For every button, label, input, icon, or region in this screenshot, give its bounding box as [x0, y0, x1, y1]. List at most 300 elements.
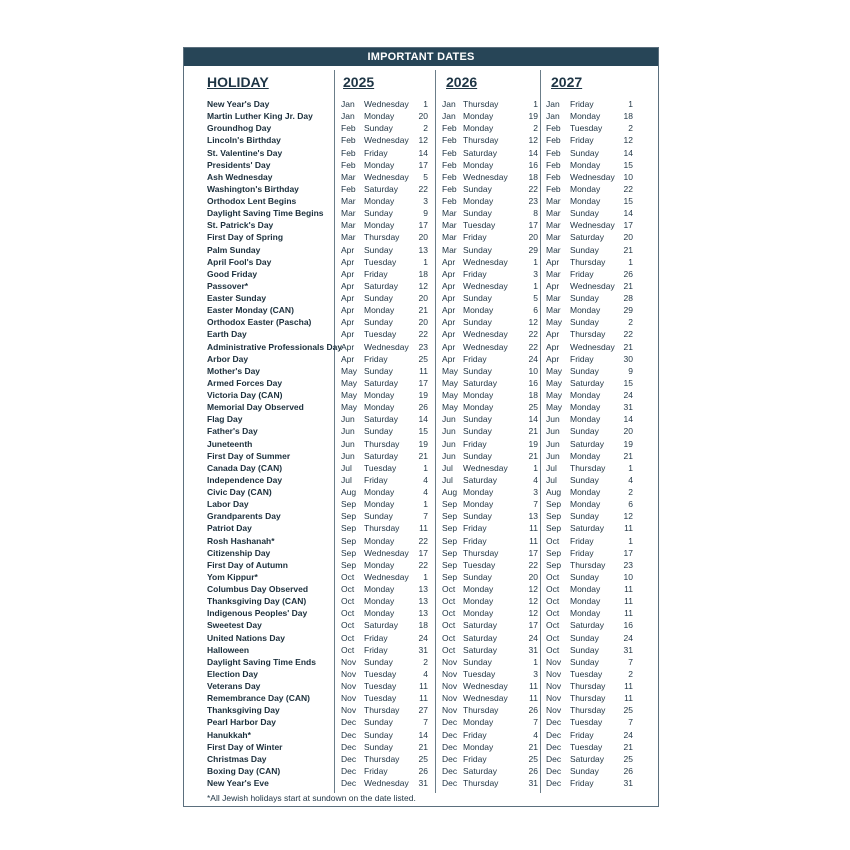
month-2026: Jul: [442, 462, 453, 473]
date-2026: 31: [528, 778, 538, 788]
table-row: [184, 353, 658, 365]
weekday-2027: Tuesday: [570, 717, 603, 728]
year-2027-header: 2027: [551, 74, 583, 90]
date-2027: 15: [623, 377, 633, 388]
weekday-2026: Friday: [463, 753, 487, 764]
month-2027: Apr: [546, 280, 560, 291]
weekday-2025: Friday: [364, 644, 388, 655]
weekday-2026: Wednesday: [463, 280, 508, 291]
date-2027: 2: [628, 123, 633, 134]
weekday-2026: Monday: [463, 608, 494, 619]
date-2027: 26: [623, 268, 633, 279]
month-2026: Mar: [442, 208, 457, 219]
month-2026: Feb: [442, 135, 457, 146]
weekday-2027: Sunday: [570, 632, 599, 643]
month-2027: Mar: [546, 220, 561, 231]
date-2026: 12: [528, 596, 538, 607]
weekday-2026: Friday: [463, 268, 487, 279]
month-2027: May: [546, 390, 563, 400]
table-row: [184, 134, 658, 146]
month-2027: Sep: [546, 547, 562, 558]
date-2025: 22: [418, 329, 428, 340]
date-2025: 12: [418, 135, 428, 146]
month-2025: Mar: [341, 196, 356, 206]
month-2027: Mar: [546, 244, 561, 255]
weekday-2026: Thursday: [463, 99, 499, 109]
table-row: [184, 498, 658, 510]
month-2025: Dec: [341, 741, 357, 752]
month-2026: Oct: [442, 596, 456, 607]
holiday-name: Palm Sunday: [207, 244, 261, 255]
month-2026: Apr: [442, 317, 456, 328]
weekday-2025: Sunday: [364, 426, 393, 437]
date-2026: 20: [528, 571, 538, 582]
weekday-2027: Wednesday: [570, 341, 615, 352]
weekday-2025: Saturday: [364, 280, 399, 291]
date-2027: 10: [623, 171, 633, 182]
month-2025: Apr: [341, 244, 355, 255]
weekday-2027: Sunday: [570, 765, 599, 776]
weekday-2026: Thursday: [463, 705, 499, 716]
month-2025: Nov: [341, 705, 357, 716]
table-row: [184, 256, 658, 268]
holiday-name: Hanukkah*: [207, 729, 251, 740]
date-2026: 17: [528, 547, 538, 558]
weekday-2025: Tuesday: [364, 462, 397, 473]
holiday-name: Orthodox Lent Begins: [207, 196, 297, 206]
month-2027: Sep: [546, 511, 562, 522]
date-2027: 21: [623, 450, 633, 461]
holiday-name: New Year's Eve: [207, 778, 269, 788]
date-2026: 18: [528, 390, 538, 400]
month-2025: Jun: [341, 450, 355, 461]
weekday-2027: Sunday: [570, 474, 599, 485]
weekday-2025: Thursday: [364, 705, 400, 716]
month-2027: Oct: [546, 620, 560, 631]
date-2025: 13: [418, 608, 428, 619]
weekday-2025: Thursday: [364, 438, 400, 449]
month-2027: Sep: [546, 559, 562, 570]
month-2025: Feb: [341, 183, 356, 194]
holiday-name: Yom Kippur*: [207, 571, 258, 582]
weekday-2026: Monday: [463, 402, 494, 413]
weekday-2027: Thursday: [570, 462, 606, 473]
month-2025: May: [341, 390, 358, 400]
date-2027: 21: [623, 741, 633, 752]
holiday-name: Daylight Saving Time Begins: [207, 208, 324, 219]
month-2027: Feb: [546, 159, 561, 170]
date-2025: 22: [418, 183, 428, 194]
month-2026: Sep: [442, 499, 458, 510]
month-2027: Nov: [546, 681, 562, 691]
month-2027: Apr: [546, 341, 560, 352]
weekday-2025: Friday: [364, 632, 388, 643]
month-2027: Apr: [546, 329, 560, 340]
date-2027: 11: [624, 523, 633, 534]
holiday-name: Veterans Day: [207, 681, 261, 691]
date-2026: 22: [528, 341, 538, 352]
weekday-2026: Monday: [463, 159, 494, 170]
table-row: [184, 413, 658, 425]
date-2027: 21: [623, 244, 633, 255]
month-2027: Mar: [546, 305, 561, 316]
holiday-name: Earth Day: [207, 329, 247, 340]
month-2027: Mar: [546, 208, 561, 219]
date-2025: 1: [423, 499, 428, 510]
table-row: [184, 704, 658, 716]
date-2025: 11: [419, 523, 428, 534]
date-2025: 22: [418, 559, 428, 570]
weekday-2026: Sunday: [463, 317, 492, 328]
month-2027: Apr: [546, 353, 560, 364]
date-2025: 4: [423, 668, 428, 679]
date-2026: 7: [533, 499, 538, 510]
weekday-2025: Saturday: [364, 183, 399, 194]
table-row: [184, 231, 658, 243]
weekday-2027: Sunday: [570, 293, 599, 303]
date-2026: 7: [533, 717, 538, 728]
date-2025: 9: [423, 208, 428, 219]
date-2026: 11: [529, 681, 538, 691]
month-2025: Oct: [341, 644, 355, 655]
date-2026: 19: [528, 111, 538, 122]
holiday-name: Easter Sunday: [207, 293, 267, 303]
date-2025: 17: [418, 377, 428, 388]
weekday-2025: Friday: [364, 353, 388, 364]
weekday-2027: Sunday: [570, 208, 599, 219]
month-2026: Feb: [442, 147, 457, 158]
month-2026: Dec: [442, 765, 458, 776]
weekday-2025: Tuesday: [364, 668, 397, 679]
date-2025: 14: [418, 147, 428, 158]
month-2027: Jul: [546, 462, 557, 473]
holiday-name: Juneteenth: [207, 438, 253, 449]
table-row: [184, 389, 658, 401]
table-row: [184, 292, 658, 304]
month-2027: Mar: [546, 293, 561, 303]
weekday-2026: Monday: [463, 499, 494, 510]
weekday-2025: Tuesday: [364, 256, 397, 267]
weekday-2027: Saturday: [570, 753, 605, 764]
date-2026: 2: [533, 123, 538, 134]
date-2026: 25: [528, 402, 538, 413]
weekday-2025: Sunday: [364, 293, 393, 303]
month-2026: Apr: [442, 280, 456, 291]
date-2027: 12: [623, 511, 633, 522]
weekday-2026: Sunday: [463, 656, 492, 667]
month-2026: Oct: [442, 632, 456, 643]
weekday-2026: Monday: [463, 717, 494, 728]
date-2025: 17: [418, 220, 428, 231]
weekday-2027: Wednesday: [570, 171, 615, 182]
weekday-2025: Sunday: [364, 511, 393, 522]
month-2027: Jan: [546, 111, 560, 122]
weekday-2027: Thursday: [570, 559, 606, 570]
month-2026: Nov: [442, 668, 458, 679]
month-2025: Nov: [341, 656, 357, 667]
month-2025: Dec: [341, 765, 357, 776]
weekday-2027: Saturday: [570, 438, 605, 449]
weekday-2026: Friday: [463, 729, 487, 740]
month-2025: Oct: [341, 620, 355, 631]
month-2025: Jun: [341, 438, 355, 449]
month-2026: Nov: [442, 693, 458, 704]
table-row: [184, 486, 658, 498]
table-row: [184, 619, 658, 631]
date-2027: 31: [623, 402, 633, 413]
table-row: [184, 644, 658, 656]
month-2027: Dec: [546, 753, 562, 764]
month-2026: May: [442, 390, 459, 400]
weekday-2027: Friday: [570, 535, 594, 546]
date-2027: 31: [623, 778, 633, 788]
weekday-2026: Saturday: [463, 632, 498, 643]
table-row: [184, 244, 658, 256]
table-row: [184, 583, 658, 595]
date-2027: 11: [624, 681, 633, 691]
date-2025: 20: [418, 293, 428, 303]
date-2025: 13: [418, 584, 428, 594]
month-2025: May: [341, 365, 358, 376]
date-2026: 8: [533, 208, 538, 219]
title-bar: IMPORTANT DATES: [184, 48, 658, 66]
weekday-2026: Wednesday: [463, 462, 508, 473]
month-2025: Dec: [341, 717, 357, 728]
weekday-2027: Monday: [570, 584, 601, 594]
month-2026: Nov: [442, 681, 458, 691]
month-2027: Mar: [546, 196, 561, 206]
month-2025: Apr: [341, 280, 355, 291]
date-2027: 20: [623, 232, 633, 243]
holiday-name: First Day of Spring: [207, 232, 284, 243]
date-2025: 20: [418, 317, 428, 328]
month-2025: Sep: [341, 559, 357, 570]
weekday-2026: Monday: [463, 196, 494, 206]
table-row: [184, 401, 658, 413]
weekday-2026: Friday: [463, 353, 487, 364]
month-2027: Apr: [546, 256, 560, 267]
table-row: [184, 607, 658, 619]
month-2027: Nov: [546, 705, 562, 716]
weekday-2026: Wednesday: [463, 171, 508, 182]
month-2026: Apr: [442, 305, 456, 316]
table-row: [184, 632, 658, 644]
month-2026: Oct: [442, 644, 456, 655]
holiday-name: First Day of Winter: [207, 741, 283, 752]
month-2025: Feb: [341, 159, 356, 170]
date-2026: 24: [528, 353, 538, 364]
weekday-2025: Monday: [364, 196, 395, 206]
table-row: [184, 462, 658, 474]
weekday-2025: Sunday: [364, 741, 393, 752]
table-row: [184, 595, 658, 607]
month-2026: Feb: [442, 183, 457, 194]
date-2025: 14: [418, 414, 428, 425]
date-2026: 14: [528, 147, 538, 158]
month-2026: Jan: [442, 99, 456, 109]
date-2026: 6: [533, 305, 538, 316]
weekday-2025: Monday: [364, 220, 395, 231]
weekday-2027: Monday: [570, 596, 601, 607]
date-2027: 22: [623, 329, 633, 340]
table-row: [184, 777, 658, 789]
holiday-name: Citizenship Day: [207, 547, 271, 558]
date-2027: 20: [623, 426, 633, 437]
date-2027: 9: [628, 365, 633, 376]
month-2025: Jan: [341, 99, 355, 109]
month-2026: Dec: [442, 729, 458, 740]
month-2027: Feb: [546, 183, 561, 194]
holiday-name: Halloween: [207, 644, 250, 655]
weekday-2025: Friday: [364, 147, 388, 158]
holiday-name: Father's Day: [207, 426, 258, 437]
date-2027: 31: [623, 644, 633, 655]
weekday-2025: Tuesday: [364, 693, 397, 704]
date-2025: 25: [418, 353, 428, 364]
weekday-2026: Sunday: [463, 414, 492, 425]
date-2025: 20: [418, 232, 428, 243]
month-2026: Jan: [442, 111, 456, 122]
date-2026: 22: [528, 329, 538, 340]
holiday-name: Pearl Harbor Day: [207, 717, 276, 728]
table-row: [184, 110, 658, 122]
weekday-2026: Thursday: [463, 778, 499, 788]
table-row: [184, 195, 658, 207]
date-2026: 14: [528, 414, 538, 425]
month-2025: Mar: [341, 220, 356, 231]
month-2026: Dec: [442, 753, 458, 764]
weekday-2025: Wednesday: [364, 778, 409, 788]
month-2027: May: [546, 377, 563, 388]
weekday-2027: Sunday: [570, 426, 599, 437]
month-2027: Dec: [546, 717, 562, 728]
date-2025: 24: [418, 632, 428, 643]
month-2027: Feb: [546, 147, 561, 158]
weekday-2027: Sunday: [570, 644, 599, 655]
weekday-2025: Wednesday: [364, 341, 409, 352]
month-2027: Sep: [546, 499, 562, 510]
date-2027: 19: [623, 438, 633, 449]
date-2025: 22: [418, 535, 428, 546]
weekday-2027: Thursday: [570, 681, 606, 691]
month-2027: Jul: [546, 474, 557, 485]
date-2025: 14: [418, 729, 428, 740]
date-2026: 13: [528, 511, 538, 522]
weekday-2025: Friday: [364, 268, 388, 279]
date-2027: 10: [623, 571, 633, 582]
date-2027: 2: [628, 317, 633, 328]
table-row: [184, 316, 658, 328]
weekday-2027: Monday: [570, 183, 601, 194]
weekday-2027: Friday: [570, 268, 594, 279]
month-2025: Jan: [341, 111, 355, 122]
table-row: [184, 219, 658, 231]
month-2026: Sep: [442, 559, 458, 570]
date-2025: 1: [423, 462, 428, 473]
month-2025: Nov: [341, 668, 357, 679]
weekday-2027: Friday: [570, 353, 594, 364]
date-2026: 4: [533, 474, 538, 485]
table-row: [184, 522, 658, 534]
weekday-2027: Friday: [570, 99, 594, 109]
weekday-2025: Monday: [364, 584, 395, 594]
month-2027: Nov: [546, 668, 562, 679]
weekday-2025: Monday: [364, 596, 395, 607]
date-2025: 11: [419, 365, 428, 376]
date-2027: 15: [623, 196, 633, 206]
table-row: [184, 535, 658, 547]
date-2025: 21: [418, 305, 428, 316]
date-2025: 3: [423, 196, 428, 206]
date-2027: 25: [623, 753, 633, 764]
month-2027: Oct: [546, 644, 560, 655]
date-2027: 1: [628, 535, 633, 546]
month-2025: Apr: [341, 268, 355, 279]
weekday-2027: Monday: [570, 487, 601, 497]
date-2025: 7: [423, 511, 428, 522]
date-2025: 2: [423, 656, 428, 667]
month-2027: Dec: [546, 741, 562, 752]
date-2026: 23: [528, 196, 538, 206]
month-2026: May: [442, 402, 459, 413]
month-2026: May: [442, 377, 459, 388]
date-2027: 14: [623, 208, 633, 219]
month-2026: May: [442, 365, 459, 376]
month-2027: Jun: [546, 450, 560, 461]
month-2025: Sep: [341, 547, 357, 558]
weekday-2025: Tuesday: [364, 681, 397, 691]
weekday-2025: Saturday: [364, 377, 399, 388]
month-2026: Apr: [442, 329, 456, 340]
weekday-2026: Monday: [463, 390, 494, 400]
date-2026: 19: [528, 438, 538, 449]
month-2025: Oct: [341, 571, 355, 582]
table-row: [184, 753, 658, 765]
date-2025: 1: [423, 256, 428, 267]
weekday-2026: Sunday: [463, 183, 492, 194]
weekday-2025: Tuesday: [364, 329, 397, 340]
holiday-name: Flag Day: [207, 414, 243, 425]
date-2026: 18: [528, 171, 538, 182]
weekday-2027: Tuesday: [570, 668, 603, 679]
month-2025: Oct: [341, 584, 355, 594]
month-2026: Dec: [442, 741, 458, 752]
date-2027: 6: [628, 499, 633, 510]
table-row: [184, 668, 658, 680]
weekday-2025: Monday: [364, 499, 395, 510]
date-2026: 17: [528, 620, 538, 631]
month-2025: Sep: [341, 523, 357, 534]
month-2026: Nov: [442, 656, 458, 667]
weekday-2026: Friday: [463, 535, 487, 546]
weekday-2025: Sunday: [364, 729, 393, 740]
weekday-2027: Monday: [570, 390, 601, 400]
weekday-2027: Sunday: [570, 571, 599, 582]
month-2025: Apr: [341, 256, 355, 267]
weekday-2027: Monday: [570, 414, 601, 425]
date-2027: 22: [623, 183, 633, 194]
holiday-name: St. Patrick's Day: [207, 220, 274, 231]
month-2027: Nov: [546, 693, 562, 704]
table-row: [184, 438, 658, 450]
month-2027: Jun: [546, 414, 560, 425]
table-row: [184, 365, 658, 377]
date-2027: 2: [628, 487, 633, 497]
month-2026: Jun: [442, 438, 456, 449]
month-2027: Jan: [546, 99, 560, 109]
date-2026: 1: [533, 99, 538, 109]
holiday-name: Memorial Day Observed: [207, 402, 304, 413]
